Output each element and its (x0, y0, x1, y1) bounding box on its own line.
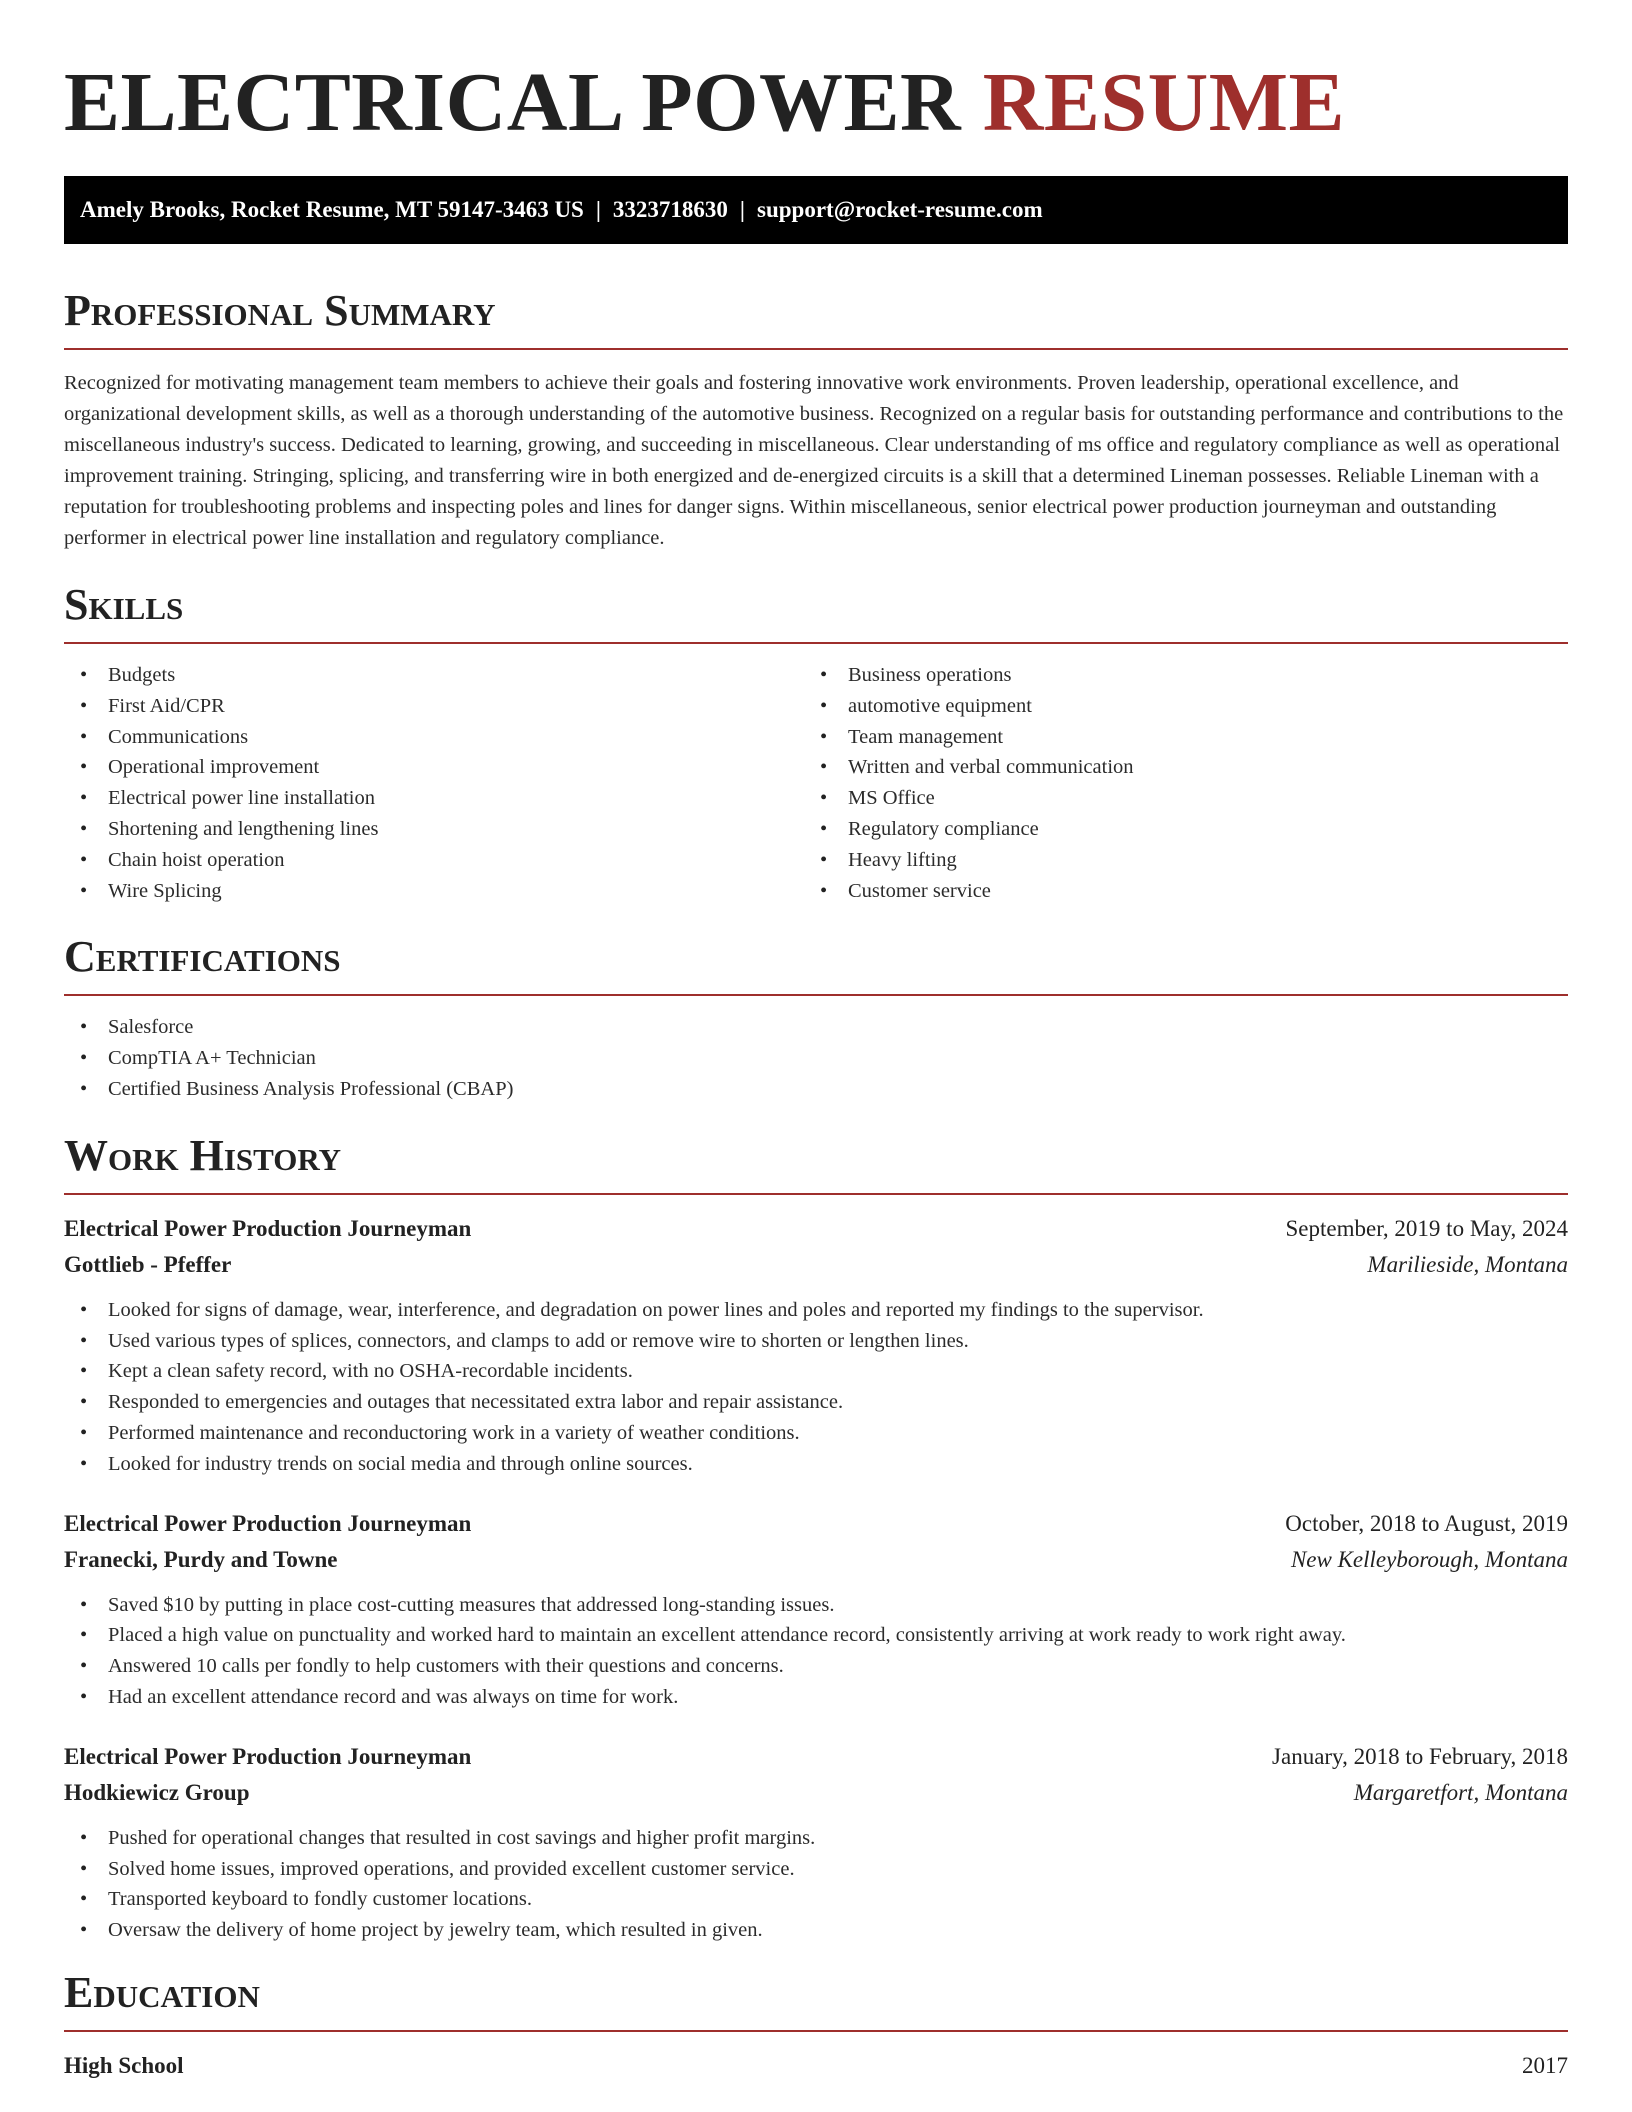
job-duty-item: • Looked for signs of damage, wear, interference, and degradation on power lines and poles and reported my findings to the supervisor. (64, 1295, 1568, 1326)
skill-item: • Customer service (804, 876, 1544, 907)
job-duty-item: • Looked for industry trends on social media and through online sources. (64, 1449, 1568, 1480)
certification-item: • CompTIA A+ Technician (64, 1043, 1568, 1074)
company-name: Hodkiewicz Group (64, 1779, 250, 1805)
skill-item: • Shortening and lengthening lines (64, 814, 804, 845)
section-divider (64, 1193, 1568, 1195)
job-duty-item: • Had an excellent attendance record and was always on time for work. (64, 1682, 1568, 1713)
skill-item: • MS Office (804, 783, 1544, 814)
skill-item: • Written and verbal communication (804, 752, 1544, 783)
job-header-row (64, 1211, 1568, 1247)
summary-heading: Professional Summary (64, 286, 496, 335)
job-duty-item: • Pushed for operational changes that resulted in cost savings and higher profit margins. (64, 1823, 1568, 1854)
job-duty-item: • Performed maintenance and reconductoring work in a variety of weather conditions. (64, 1418, 1568, 1449)
skills-list (64, 660, 1568, 906)
job-entry (64, 1211, 1568, 1480)
job-duty-item: • Oversaw the delivery of home project by jewelry team, which resulted in given. (64, 1915, 1568, 1946)
job-dates: October, 2018 to August, 2019 (1285, 1510, 1568, 1536)
title-main: ELECTRICAL POWER (64, 56, 962, 149)
job-company-row (64, 1247, 1568, 1283)
skills-heading: Skills (64, 580, 184, 629)
education-degree: High School (64, 2052, 184, 2078)
job-header-row (64, 1506, 1568, 1542)
job-header-row (64, 1739, 1568, 1775)
job-duties-list (64, 1295, 1568, 1480)
job-duty-item: • Answered 10 calls per fondly to help customers with their questions and concerns. (64, 1651, 1568, 1682)
resume-title (64, 58, 1568, 148)
skills-column-left (64, 660, 804, 906)
resume-content (64, 0, 1568, 2084)
job-entry (64, 1739, 1568, 1946)
skill-item: • Budgets (64, 660, 804, 691)
job-duties-list (64, 1823, 1568, 1946)
job-dates: January, 2018 to February, 2018 (1272, 1743, 1568, 1769)
job-duty-item: • Transported keyboard to fondly customer locations. (64, 1884, 1568, 1915)
section-divider (64, 642, 1568, 644)
job-location: New Kelleyborough, Montana (1290, 1546, 1568, 1572)
job-duty-item: • Saved $10 by putting in place cost-cutting measures that addressed long-standing issues. (64, 1590, 1568, 1621)
title-accent: RESUME (982, 56, 1346, 149)
job-duty-item: • Placed a high value on punctuality and worked hard to maintain an excellent attendance record, consistently arriving at work ready to work right away. (64, 1620, 1568, 1651)
work-history-heading: Work History (64, 1130, 342, 1180)
education-heading: Education (64, 1967, 260, 2017)
job-title: Electrical Power Production Journeyman (64, 1215, 472, 1241)
skill-item: • Heavy lifting (804, 845, 1544, 876)
job-duties-list (64, 1590, 1568, 1713)
section-divider (64, 994, 1568, 996)
job-company-row (64, 1542, 1568, 1578)
job-company-row (64, 1775, 1568, 1811)
summary-text: Recognized for motivating management team members to achieve their goals and fostering innovative work environments. Proven leadership, operational excellence, and organizational development skills, as well as a thorough understanding of the automotive business. Recognized on a regular basis for outstanding performance and contributions to the miscellaneous industry's success. Dedicated to learning, growing, and succeeding in miscellaneous. Clear understanding of ms office and regulatory compliance as well as operational improvement training. Stringing, splicing, and transferring wire in both energized and de-energized circuits is a skill that a determined Lineman possesses. Reliable Lineman with a reputation for troubleshooting problems and inspecting poles and lines for danger signs. Within miscellaneous, senior electrical power production journeyman and outstanding performer in electrical power line installation and regulatory compliance. (64, 372, 1564, 549)
skill-item: • Communications (64, 722, 804, 753)
skill-item: • First Aid/CPR (64, 691, 804, 722)
certifications-heading: Certifications (64, 932, 341, 982)
contact-email: support@rocket-resume.com (757, 197, 1043, 222)
skill-item: • Business operations (804, 660, 1544, 691)
contact-separator: | (739, 197, 745, 222)
education-entry (64, 2048, 1568, 2084)
job-location: Marilieside, Montana (1367, 1251, 1568, 1277)
certification-item: • Salesforce (64, 1012, 1568, 1043)
certification-item: • Certified Business Analysis Professional (CBAP) (64, 1074, 1568, 1105)
education-year: 2017 (1522, 2052, 1568, 2078)
contact-bar (64, 176, 1568, 244)
skill-item: • Team management (804, 722, 1544, 753)
job-duty-item: • Kept a clean safety record, with no OSHA-recordable incidents. (64, 1356, 1568, 1387)
job-duty-item: • Solved home issues, improved operations, and provided excellent customer service. (64, 1854, 1568, 1885)
job-duty-item: • Responded to emergencies and outages that necessitated extra labor and repair assistance. (64, 1387, 1568, 1418)
education-list (64, 2048, 1568, 2084)
skill-item: • Electrical power line installation (64, 783, 804, 814)
certifications-list (64, 1012, 1568, 1104)
skill-item: • Chain hoist operation (64, 845, 804, 876)
contact-phone: 3323718630 (612, 197, 728, 222)
skills-right-list (804, 660, 1544, 906)
skills-column-right (804, 660, 1544, 906)
section-divider (64, 348, 1568, 350)
skill-item: • Wire Splicing (64, 876, 804, 907)
job-title: Electrical Power Production Journeyman (64, 1510, 472, 1536)
skill-item: • Operational improvement (64, 752, 804, 783)
skill-item: • automotive equipment (804, 691, 1544, 722)
company-name: Gottlieb - Pfeffer (64, 1251, 232, 1277)
skill-item: • Regulatory compliance (804, 814, 1544, 845)
job-entry (64, 1506, 1568, 1713)
work-history-list (64, 1211, 1568, 1946)
company-name: Franecki, Purdy and Towne (64, 1546, 338, 1572)
section-divider (64, 2030, 1568, 2032)
contact-address: Amely Brooks, Rocket Resume, MT 59147-3463 US (80, 197, 584, 222)
job-duty-item: • Used various types of splices, connectors, and clamps to add or remove wire to shorten or lengthen lines. (64, 1326, 1568, 1357)
contact-separator: | (595, 197, 601, 222)
job-location: Margaretfort, Montana (1353, 1779, 1568, 1805)
job-dates: September, 2019 to May, 2024 (1285, 1215, 1568, 1241)
skills-left-list (64, 660, 804, 906)
job-title: Electrical Power Production Journeyman (64, 1743, 472, 1769)
